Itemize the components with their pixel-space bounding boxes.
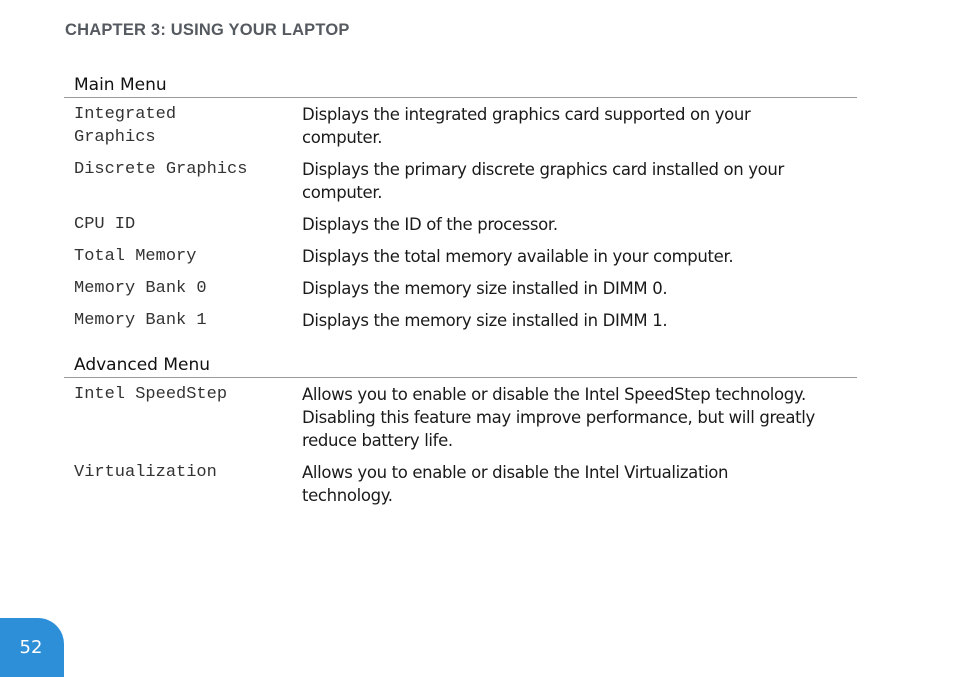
advanced-menu-heading: Advanced Menu (64, 354, 857, 378)
page-number: 52 (19, 637, 43, 658)
table-row (64, 245, 857, 268)
option-description: Displays the total memory available in your computer. (302, 247, 734, 266)
option-description: Allows you to enable or disable the Intel SpeedStep technology. Disabling this feature may improve performance, but will greatly reduce battery life. (302, 385, 815, 450)
option-description: Displays the integrated graphics card supported on your computer. (302, 105, 751, 147)
option-description: Displays the ID of the processor. (302, 215, 558, 234)
chapter-title: CHAPTER 3: USING YOUR LAPTOP (65, 21, 350, 39)
table-row (64, 461, 857, 507)
option-description: Displays the memory size installed in DIMM 0. (302, 279, 668, 298)
option-description: Allows you to enable or disable the Intel Virtualization technology. (302, 463, 729, 505)
table-row (64, 383, 857, 452)
main-menu-section (64, 74, 857, 332)
option-name: Virtualization (74, 463, 217, 482)
option-name: Discrete Graphics (74, 160, 248, 179)
option-name: Total Memory (74, 247, 197, 266)
option-name: Intel SpeedStep (74, 385, 228, 404)
option-description: Displays the primary discrete graphics card installed on your computer. (302, 160, 784, 202)
table-row (64, 213, 857, 236)
main-menu-heading: Main Menu (64, 74, 857, 98)
table-row (64, 158, 857, 204)
table-row (64, 277, 857, 300)
option-description: Displays the memory size installed in DIMM 1. (302, 311, 668, 330)
option-name: Memory Bank 0 (74, 279, 207, 298)
table-row (64, 309, 857, 332)
option-name: CPU ID (74, 215, 136, 234)
advanced-menu-section (64, 354, 857, 507)
page-number-tab (0, 618, 64, 677)
option-name: Memory Bank 1 (74, 311, 207, 330)
table-row (64, 103, 804, 149)
option-name: Integrated Graphics (74, 105, 177, 147)
